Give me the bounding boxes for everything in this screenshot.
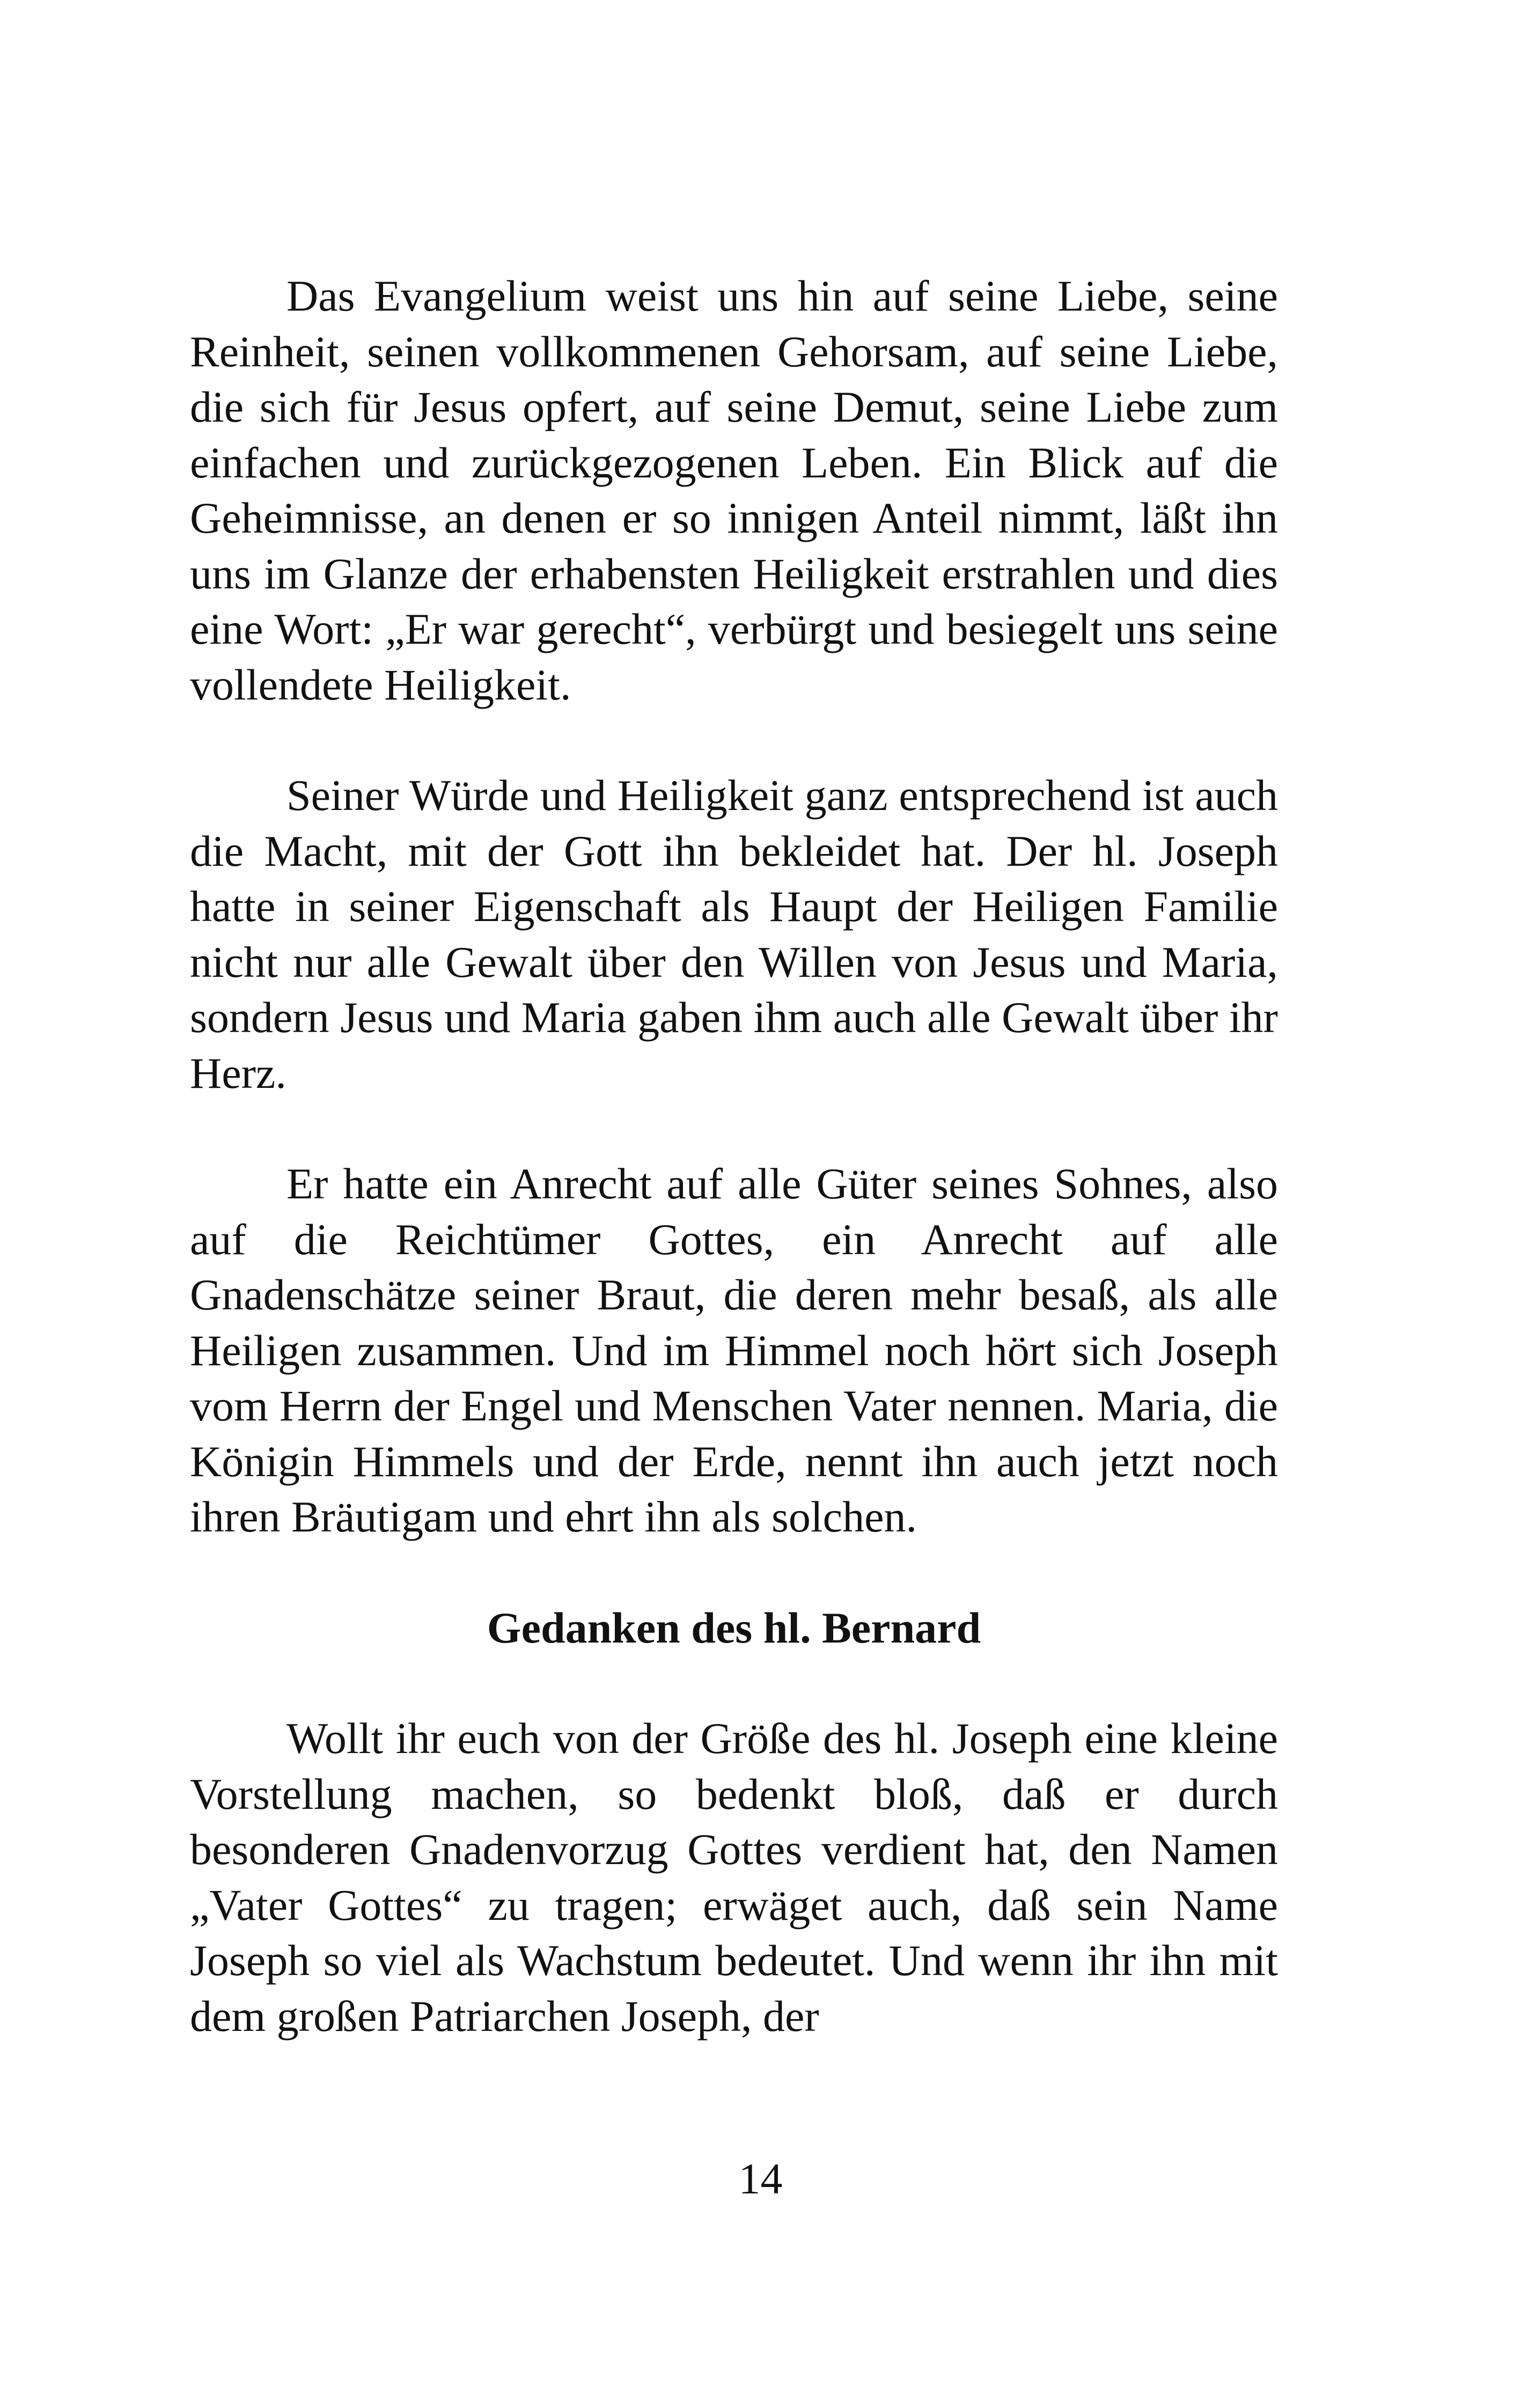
paragraph: Seiner Würde und Heiligkeit ganz entsprechend ist auch die Macht, mit der Gott ihn bekleidet hat. Der hl. Joseph hatte in seiner Eigenschaft als Haupt der Heiligen Familie nicht nur alle Gewalt über den Willen von Jesus und Maria, sondern Jesus und Maria gaben ihm auch alle Gewalt über ihr Herz.	[190, 771, 1278, 1098]
paragraph: Er hatte ein Anrecht auf alle Güter seines Sohnes, also auf die Reichtümer Gottes, ein Anrecht auf alle Gnadenschätze seiner Braut, die deren mehr besaß, als alle Heiligen zusammen. Und im Himmel noch hört sich Joseph vom Herrn der Engel und Menschen Vater nennen. Maria, die Königin Himmels und der Erde, nennt ihn auch jetzt noch ihren Bräutigam und ehrt ihn als solchen.	[190, 1159, 1278, 1541]
paragraph: Das Evangelium weist uns hin auf seine Liebe, seine Reinheit, seinen vollkommenen Gehorsam, auf seine Liebe, die sich für Jesus opfert, auf seine Demut, seine Liebe zum einfachen und zurückgezogenen Leben. Ein Blick auf die Geheimnisse, an denen er so innigen Anteil nimmt, läßt ihn uns im Glanze der erhabensten Heiligkeit erstrahlen und dies eine Wort: „Er war gerecht“, verbürgt und besiegelt uns seine vollendete Heiligkeit.	[190, 271, 1278, 709]
section-heading: Gedanken des hl. Bernard	[487, 1603, 981, 1652]
page-number: 14	[738, 2154, 783, 2203]
paragraph: Wollt ihr euch von der Größe des hl. Joseph eine kleine Vorstellung machen, so bedenkt bloß, daß er durch besonderen Gnadenvorzug Gottes verdient hat, den Namen „Vater Gottes“ zu tragen; erwäget auch, daß sein Name Joseph so viel als Wachstum bedeutet. Und wenn ihr ihn mit dem großen Patriarchen Joseph, der	[190, 1714, 1278, 2041]
body-text	[190, 268, 1278, 2044]
